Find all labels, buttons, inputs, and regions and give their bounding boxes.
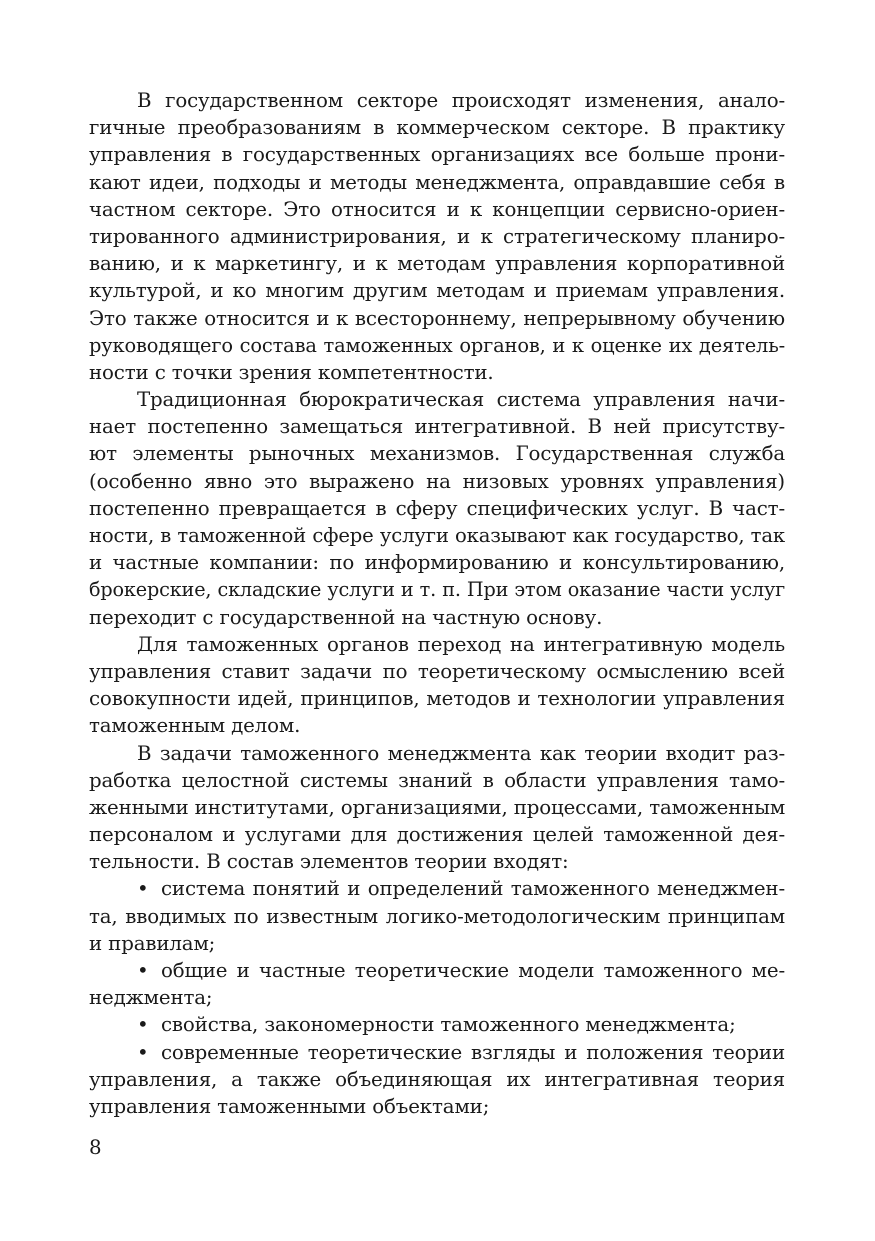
text-line: и правилам; [89, 931, 216, 955]
text-line [89, 1011, 785, 1038]
text-line: (особенно явно это выражено на низовых уровнях управления) [89, 469, 785, 493]
bullet-dot-icon: • [137, 877, 149, 901]
text-line: таможенным делом. [89, 714, 301, 738]
text-line [89, 957, 785, 984]
paragraph [89, 631, 785, 740]
text-line: управления, а также объединяющая их интегративная теория [89, 1067, 785, 1091]
bullet-dot-icon: • [137, 1013, 149, 1037]
text-line: ности с точки зрения компетентности. [89, 360, 494, 384]
text-line: управления в государственных организациях все больше прони- [89, 143, 785, 167]
bullet-dot-icon: • [137, 1040, 149, 1064]
text-line: Традиционная бюрократическая система управления начи- [137, 388, 785, 412]
text-line: нает постепенно замещаться интегративной. В ней присутству- [89, 415, 785, 439]
page-body [89, 87, 785, 1120]
text-line: культурой, и ко многим другим методам и приемам управления. [89, 279, 785, 303]
text-line [89, 1039, 785, 1066]
paragraph [89, 740, 785, 876]
bullet-text: современные теоретические взгляды и положения теории [161, 1040, 785, 1064]
text-line: кают идеи, подходы и методы менеджмента, оправдавшие себя в [89, 170, 785, 194]
text-line: женными институтами, организациями, процессами, таможенным [89, 795, 786, 819]
bullet-text: свойства, закономерности таможенного менеджмента; [161, 1013, 736, 1037]
bullet-item [89, 1011, 785, 1038]
text-line: управления таможенными объектами; [89, 1094, 490, 1118]
text-line: брокерские, складские услуги и т. п. При этом оказание части услуг [89, 578, 785, 602]
text-line: В задачи таможенного менеджмента как теории входит раз- [137, 741, 785, 765]
text-line: и частные компании: по информированию и консультированию, [89, 551, 785, 575]
paragraph [89, 386, 785, 631]
text-line: гичные преобразованиям в коммерческом секторе. В практику [89, 116, 785, 140]
text-line: ют элементы рыночных механизмов. Государственная служба [89, 442, 785, 466]
bullet-dot-icon: • [137, 959, 149, 982]
bullet-item [89, 875, 785, 957]
text-line: Для таможенных органов переход на интегративную модель [137, 632, 785, 656]
text-line: ванию, и к маркетингу, и к методам управления корпоративной [89, 252, 785, 276]
text-line: ности, в таможенной сфере услуги оказывают как государство, так [89, 524, 785, 547]
text-line: тельности. В состав элементов теории входят: [89, 850, 569, 874]
page-number: 8 [89, 1136, 102, 1159]
bullet-item [89, 1039, 785, 1121]
text-line: персоналом и услугами для достижения целей таможенной дея- [89, 823, 785, 847]
bullet-text: общие и частные теоретические модели таможенного ме- [161, 959, 785, 982]
text-line: переходит с государственной на частную основу. [89, 605, 603, 629]
text-line: та, вводимых по известным логико-методологическим принципам [89, 904, 785, 928]
text-line: работка целостной системы знаний в области управления тамо- [89, 768, 785, 792]
text-line: тированного администрирования, и к стратегическому планиро- [89, 224, 785, 248]
text-line: Это также относится и к всестороннему, непрерывному обучению [89, 306, 785, 330]
text-line: руководящего состава таможенных органов, и к оценке их деятель- [89, 333, 785, 357]
bullet-item [89, 957, 785, 1011]
paragraph [89, 87, 785, 386]
bullet-text: система понятий и определений таможенного менеджмен- [161, 877, 785, 901]
text-line: частном секторе. Это относится и к концепции сервисно-ориен- [89, 197, 785, 221]
text-line: управления ставит задачи по теоретическому осмыслению всей [89, 659, 785, 683]
text-line: совокупности идей, принципов, методов и технологии управления [89, 687, 785, 711]
text-line: постепенно превращается в сферу специфических услуг. В част- [89, 496, 785, 520]
text-line: неджмента; [89, 986, 213, 1010]
text-line: В государственном секторе происходят изменения, анало- [137, 89, 785, 112]
text-line [89, 875, 785, 902]
